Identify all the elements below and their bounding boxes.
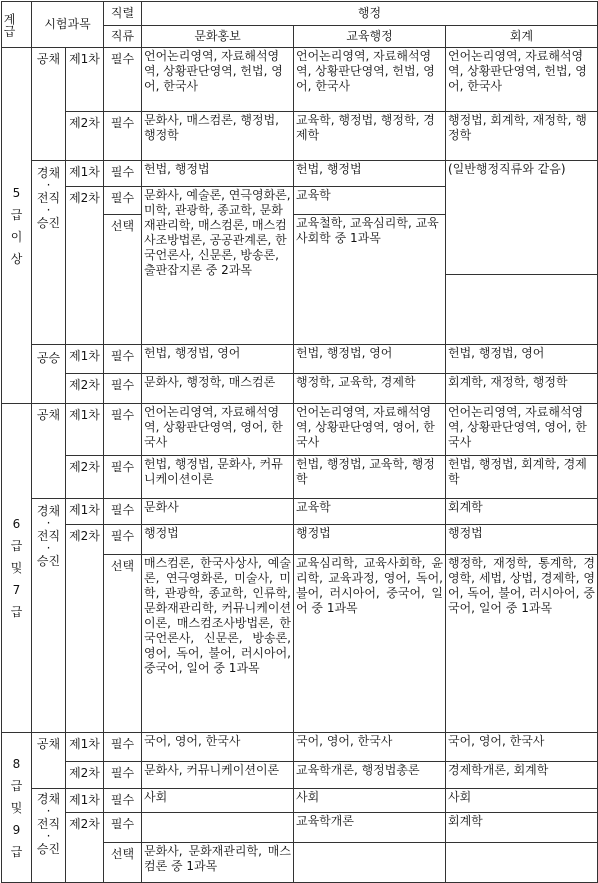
header-col-gyoyuk: 교육행정 — [294, 26, 446, 48]
cell: 헌법, 행정법, 영어 — [446, 345, 598, 374]
type-elective: 선택 — [104, 215, 142, 345]
cell: 행정학, 교육학, 경제학 — [294, 374, 446, 404]
cell: 매스컴론, 한국사상사, 예술론, 연극영화론, 미술사, 미학, 관광학, 종교학, 인류학, 문화재관리학, 커뮤니케이션이론, 매스컴조사방법론, 한국언론사, 신문론, 방송론, 영어, 독어, 불어, 러시아어, 중국어, 일어 중 1과목 — [142, 555, 294, 733]
cell: 경제학개론, 회계학 — [446, 762, 598, 789]
track-gyeongchae: 경채 · 전직 · 승진 — [32, 161, 66, 345]
round-2: 제2차 — [66, 112, 104, 161]
cell: 헌법, 행정법, 문화사, 커뮤니케이션이론 — [142, 456, 294, 499]
track-gyeongchae: 경채 · 전직 · 승진 — [32, 499, 66, 733]
cell: 헌법, 행정법, 영어 — [142, 345, 294, 374]
round-1: 제1차 — [66, 404, 104, 456]
round-2: 제2차 — [66, 374, 104, 404]
round-1: 제1차 — [66, 733, 104, 762]
cell: 헌법, 행정법, 회계학, 경제학 — [446, 456, 598, 499]
type-required: 필수 — [104, 48, 142, 112]
cell: 교육학개론 — [294, 813, 446, 843]
header-col-munhwa: 문화홍보 — [142, 26, 294, 48]
track-gongchae: 공채 — [32, 404, 66, 499]
round-1: 제1차 — [66, 161, 104, 187]
cell: 헌법, 행정법 — [294, 161, 446, 187]
track-gongseung: 공승 — [32, 345, 66, 404]
cell: 국어, 영어, 한국사 — [142, 733, 294, 762]
cell: 행정법 — [142, 525, 294, 555]
empty-cell — [294, 843, 446, 883]
cell: 교육학, 행정법, 행정학, 경제학 — [294, 112, 446, 161]
cell: 헌법, 행정법 — [142, 161, 294, 187]
cell: 문화사 — [142, 499, 294, 525]
type-required: 필수 — [104, 499, 142, 525]
round-2: 제2차 — [66, 456, 104, 499]
type-required: 필수 — [104, 404, 142, 456]
empty-cell — [446, 843, 598, 883]
exam-subjects-table — [1, 1, 598, 883]
header-series: 직렬 — [104, 2, 142, 26]
cell: 회계학 — [446, 499, 598, 525]
track-gongchae: 공채 — [32, 48, 66, 161]
type-required: 필수 — [104, 374, 142, 404]
cell: 행정법, 회계학, 재정학, 행정학 — [446, 112, 598, 161]
cell: 헌법, 행정법, 교육학, 행정학 — [294, 456, 446, 499]
cell: 문화사, 문화재관리학, 매스컴론 중 1과목 — [142, 843, 294, 883]
cell: 교육학개론, 행정법총론 — [294, 762, 446, 789]
cell: 행정법 — [446, 525, 598, 555]
cell: 헌법, 행정법, 영어 — [294, 345, 446, 374]
type-required: 필수 — [104, 789, 142, 813]
cell: 문화사, 예술론, 연극영화론, 미학, 관광학, 종교학, 문화재관리학, 매스컴론, 매스컴사조방법론, 공공관계론, 한국언론사, 신문론, 방송론, 출판잡지론 중 2과목 — [142, 187, 294, 345]
grade-89-label: 8 급 및 9 급 — [2, 733, 32, 883]
cell: 행정학, 재정학, 통계학, 경영학, 세법, 상법, 경제학, 영어, 독어, 불어, 러시아어, 중국어, 일어 중 1과목 — [446, 555, 598, 733]
type-elective: 선택 — [104, 843, 142, 883]
cell: 언어논리영역, 자료해석영역, 상황판단영역, 헌법, 영어, 한국사 — [294, 48, 446, 112]
empty-cell — [446, 275, 598, 345]
cell: 언어논리영역, 자료해석영역, 상황판단영역, 영어, 한국사 — [294, 404, 446, 456]
type-required: 필수 — [104, 762, 142, 789]
cell: 국어, 영어, 한국사 — [446, 733, 598, 762]
round-1: 제1차 — [66, 789, 104, 813]
grade-5-label: 5 급 이 상 — [2, 48, 32, 404]
cell: 문화사, 매스컴론, 행정법, 행정학 — [142, 112, 294, 161]
cell: (일반행정직류와 같음) — [446, 161, 598, 275]
cell: 언어논리영역, 자료해석영역, 상황판단영역, 영어, 한국사 — [142, 404, 294, 456]
cell: 교육학 — [294, 187, 446, 215]
cell: 교육학 — [294, 499, 446, 525]
header-category: 직류 — [104, 26, 142, 48]
header-col-hoegye: 회계 — [446, 26, 598, 48]
header-grade: 계급 — [2, 2, 32, 48]
type-required: 필수 — [104, 456, 142, 499]
round-1: 제1차 — [66, 48, 104, 112]
round-2: 제2차 — [66, 525, 104, 733]
track-gyeongchae: 경채 · 전직 · 승진 — [32, 789, 66, 883]
round-2: 제2차 — [66, 762, 104, 789]
type-required: 필수 — [104, 161, 142, 187]
header-admin: 행정 — [142, 2, 598, 26]
type-required: 필수 — [104, 345, 142, 374]
cell: 교육심리학, 교육사회학, 윤리학, 교육과정, 영어, 독어, 불어, 러시아어, 중국어, 일어 중 1과목 — [294, 555, 446, 733]
cell — [142, 813, 294, 843]
header-exam-subject: 시험과목 — [32, 2, 104, 48]
type-required: 필수 — [104, 187, 142, 215]
cell: 문화사, 커뮤니케이션이론 — [142, 762, 294, 789]
cell: 사회 — [446, 789, 598, 813]
type-required: 필수 — [104, 733, 142, 762]
cell: 회계학, 재정학, 행정학 — [446, 374, 598, 404]
cell: 회계학 — [446, 813, 598, 843]
round-2: 제2차 — [66, 813, 104, 883]
cell: 사회 — [294, 789, 446, 813]
round-2: 제2차 — [66, 187, 104, 345]
type-elective: 선택 — [104, 555, 142, 733]
cell: 행정법 — [294, 525, 446, 555]
cell: 언어논리영역, 자료해석영역, 상황판단영역, 헌법, 영어, 한국사 — [446, 48, 598, 112]
grade-67-label: 6 급 및 7 급 — [2, 404, 32, 733]
cell: 사회 — [142, 789, 294, 813]
cell: 언어논리영역, 자료해석영역, 상황판단영역, 영어, 한국사 — [446, 404, 598, 456]
type-required: 필수 — [104, 525, 142, 555]
cell: 국어, 영어, 한국사 — [294, 733, 446, 762]
cell: 교육철학, 교육심리학, 교육사회학 중 1과목 — [294, 215, 446, 345]
type-required: 필수 — [104, 813, 142, 843]
round-1: 제1차 — [66, 345, 104, 374]
cell: 문화사, 행정학, 매스컴론 — [142, 374, 294, 404]
cell: 언어논리영역, 자료해석영역, 상황판단영역, 헌법, 영어, 한국사 — [142, 48, 294, 112]
type-required: 필수 — [104, 112, 142, 161]
track-gongchae: 공채 — [32, 733, 66, 789]
round-1: 제1차 — [66, 499, 104, 525]
